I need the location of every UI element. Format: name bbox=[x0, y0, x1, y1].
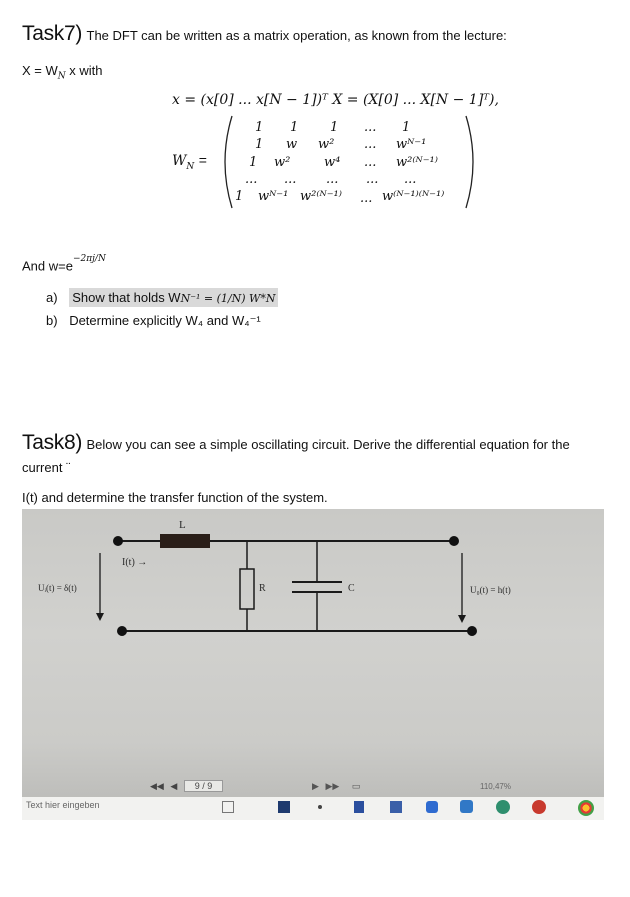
app-icon[interactable] bbox=[496, 800, 510, 814]
task7-intro: The DFT can be written as a matrix operation, as known from the lecture: bbox=[86, 28, 507, 43]
view-mode-icon[interactable]: ▭ bbox=[351, 781, 361, 791]
task8-intro: Below you can see a simple oscillating circuit. Derive the differential equation for the bbox=[86, 437, 570, 452]
label-input-voltage: Uᵢ(t) = δ(t) bbox=[38, 583, 77, 593]
app-icon[interactable] bbox=[532, 800, 546, 814]
app-icon[interactable] bbox=[390, 801, 402, 813]
terminal-top-right bbox=[449, 536, 459, 546]
part-b: b) Determine explicitly W₄ and W₄⁻¹ bbox=[46, 313, 261, 328]
task8-line3: I(t) and determine the transfer function of the system. bbox=[22, 490, 328, 505]
circuit-photo bbox=[22, 509, 604, 820]
matrix-cell: 1 bbox=[255, 120, 264, 135]
prev-page-icon[interactable]: ◀ bbox=[170, 781, 178, 791]
first-page-icon[interactable]: ◀◀ bbox=[150, 781, 164, 791]
matrix-cell: ... bbox=[366, 172, 379, 187]
matrix-cell: w⁽ᴺ⁻¹⁾⁽ᴺ⁻¹⁾ bbox=[382, 189, 445, 204]
matrix-cell: 1 bbox=[249, 155, 258, 170]
matrix-cell: ... bbox=[360, 191, 373, 206]
matrix-cell: 1 bbox=[255, 137, 264, 152]
vectors-definition: x = (x[0] ... x[N − 1])ᵀ X = (X[0] ... X[N − 1]ᵀ), bbox=[172, 92, 499, 108]
circuit-diagram bbox=[22, 509, 604, 820]
app-icon[interactable] bbox=[278, 801, 290, 813]
matrix-right-paren bbox=[462, 114, 482, 210]
app-icon[interactable] bbox=[426, 801, 438, 813]
task7-heading bbox=[22, 22, 507, 46]
part-a: a) Show that holds WN⁻¹ = (1/N) W*N bbox=[46, 290, 278, 305]
zoom-level[interactable]: 110,47% bbox=[480, 782, 511, 791]
matrix-cell: 1 bbox=[330, 120, 339, 135]
w-definition: And $w=e^{-2\pi j/N}$ bbox=[22, 254, 106, 274]
matrix-cell: ... bbox=[404, 172, 417, 187]
terminal-bottom-left bbox=[117, 626, 127, 636]
matrix-cell: w² bbox=[318, 137, 335, 152]
matrix-cell: w²⁽ᴺ⁻¹⁾ bbox=[300, 189, 342, 204]
app-icon[interactable] bbox=[354, 801, 364, 813]
matrix-cell: ... bbox=[364, 155, 377, 170]
inductor bbox=[160, 534, 210, 548]
page-indicator[interactable]: 9 / 9 bbox=[184, 780, 224, 792]
matrix-cell: w² bbox=[274, 155, 291, 170]
app-icon[interactable] bbox=[460, 800, 473, 813]
chrome-icon[interactable] bbox=[578, 800, 594, 816]
viewer-nav[interactable] bbox=[150, 781, 223, 792]
next-page-icon[interactable]: ▶ bbox=[312, 781, 319, 791]
matrix-cell: w²⁽ᴺ⁻¹⁾ bbox=[396, 155, 438, 170]
matrix-cell: wᴺ⁻¹ bbox=[258, 189, 289, 204]
terminal-top-left bbox=[113, 536, 123, 546]
label-inductor: L bbox=[179, 519, 186, 531]
task7-title: Task7) bbox=[22, 22, 83, 45]
matrix-cell: w⁴ bbox=[324, 155, 341, 170]
matrix-cell: 1 bbox=[402, 120, 411, 135]
label-current: I(t) → bbox=[122, 557, 148, 568]
app-icon[interactable] bbox=[318, 805, 322, 809]
viewer-tools[interactable] bbox=[312, 781, 360, 792]
taskbar-search-input[interactable]: Text hier eingeben bbox=[26, 800, 100, 810]
matrix-cell: 1 bbox=[290, 120, 299, 135]
task8-heading bbox=[22, 431, 570, 455]
taskview-icon[interactable] bbox=[222, 801, 234, 813]
taskbar bbox=[22, 797, 604, 820]
matrix-cell: ... bbox=[284, 172, 297, 187]
task8-line2: current ¨ bbox=[22, 460, 71, 475]
part-a-highlight: Show that holds WN⁻¹ = (1/N) W*N bbox=[69, 288, 278, 307]
matrix-cell: ... bbox=[245, 172, 258, 187]
matrix-cell: ... bbox=[326, 172, 339, 187]
matrix-cell: wᴺ⁻¹ bbox=[396, 137, 427, 152]
last-page-icon[interactable]: ▶▶ bbox=[325, 781, 340, 791]
matrix-left-paren bbox=[216, 114, 236, 210]
task7-relation: $X = W_N$ x with bbox=[22, 63, 103, 82]
matrix-lhs: $W_N$ = bbox=[172, 152, 207, 173]
label-output-voltage: U₀(t) = h(t) bbox=[470, 585, 511, 595]
terminal-bottom-right bbox=[467, 626, 477, 636]
matrix-cell: ... bbox=[364, 137, 377, 152]
resistor bbox=[240, 569, 254, 609]
label-resistor: R bbox=[259, 583, 266, 594]
matrix-cell: ... bbox=[364, 120, 377, 135]
matrix-cell: 1 bbox=[235, 189, 244, 204]
task8-title: Task8) bbox=[22, 431, 83, 454]
label-capacitor: C bbox=[348, 583, 355, 594]
matrix-cell: w bbox=[286, 137, 298, 152]
